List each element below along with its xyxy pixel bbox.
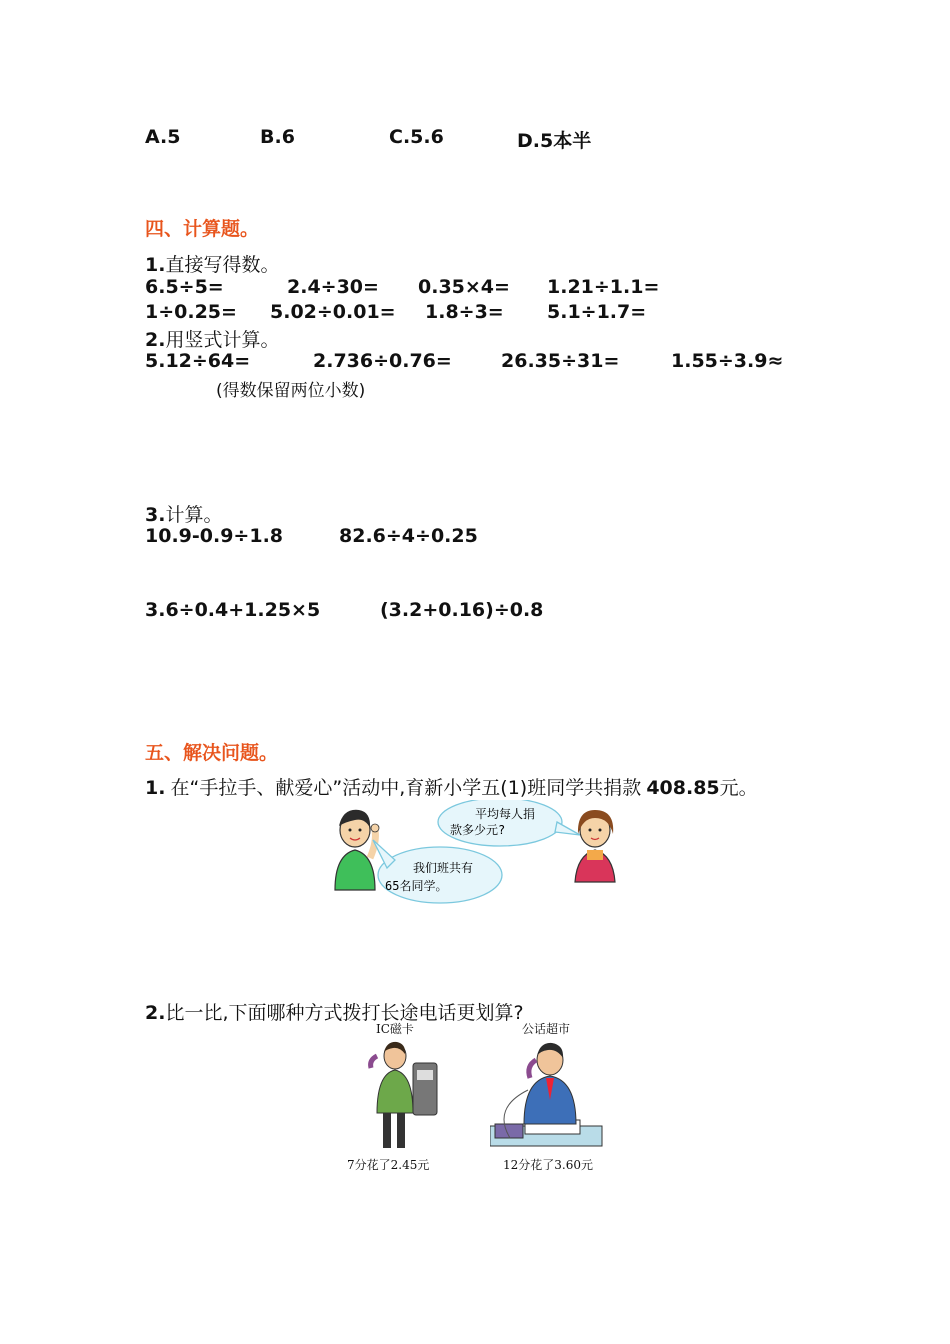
left-pic-caption: 7分花了2.45元 [347, 1158, 430, 1172]
p1-statement [145, 773, 758, 800]
boy-figure [335, 810, 379, 890]
q1-r1-c3: 0.35×4= [418, 276, 510, 298]
q3-text: 计算。 [165, 504, 223, 526]
boy-bubble-line1: 我们班共有 [413, 861, 474, 875]
q2-note: (得数保留两位小数) [216, 381, 366, 401]
q3-r2-c1: 3.6÷0.4+1.25×5 [145, 599, 321, 621]
girl-speech-bubble [438, 800, 580, 846]
q1-r2-c1: 1÷0.25= [145, 301, 237, 323]
p1-text-b: 班同学共捐款 [527, 777, 642, 799]
girl-bubble-line1: 平均每人捐 [475, 807, 536, 821]
p1-illustration [325, 800, 625, 910]
q1-r1-c4: 1.21÷1.1= [547, 276, 660, 298]
girl-bubble-line2: 款多少元? [450, 823, 506, 837]
q2-text: 用竖式计算。 [165, 329, 280, 351]
q2-c4: 1.55÷3.9≈ [671, 350, 784, 372]
p1-number: 1. [145, 777, 166, 799]
girl-figure [575, 810, 615, 882]
q3-r1-c2: 82.6÷4÷0.25 [339, 525, 478, 547]
p2-text: 比一比,下面哪种方式拨打长途电话更划算? [165, 1002, 524, 1024]
q2-c1: 5.12÷64= [145, 350, 251, 372]
boy-speech-bubble [373, 840, 502, 903]
q3-title [145, 500, 222, 527]
q1-text: 直接写得数。 [165, 254, 280, 276]
q1-r2-c4: 5.1÷1.7= [547, 301, 647, 323]
option-c: C.5.6 [389, 126, 444, 148]
option-b: B.6 [260, 126, 295, 148]
q2-c2: 2.736÷0.76= [313, 350, 452, 372]
p2-number: 2. [145, 1002, 166, 1024]
section-5-heading: 五、解决问题。 [145, 742, 279, 764]
left-pic-title: IC磁卡 [376, 1022, 414, 1036]
p1-text-a: 在“手拉手、献爱心”活动中,育新小学五 [170, 777, 501, 799]
q1-r2-c3: 1.8÷3= [425, 301, 504, 323]
q2-number: 2. [145, 329, 166, 351]
p1-text-c: 元。 [719, 777, 758, 799]
boy-bubble-line2: 65名同学。 [385, 879, 448, 893]
q3-number: 3. [145, 504, 166, 526]
p1-class-num: (1) [500, 777, 528, 799]
q1-r1-c1: 6.5÷5= [145, 276, 224, 298]
q2-title [145, 325, 279, 352]
option-d: D.5本半 [517, 130, 592, 152]
phone-shop-illustration [490, 1038, 605, 1150]
q1-r1-c2: 2.4÷30= [287, 276, 379, 298]
p2-statement [145, 998, 524, 1025]
right-pic-title: 公话超市 [522, 1022, 571, 1036]
ic-card-phone-illustration [355, 1038, 445, 1150]
p1-amount: 408.85 [646, 777, 720, 799]
q1-number: 1. [145, 254, 166, 276]
q3-r2-c2: (3.2+0.16)÷0.8 [380, 599, 544, 621]
q2-c3: 26.35÷31= [501, 350, 620, 372]
section-4-heading: 四、计算题。 [145, 218, 260, 240]
q3-r1-c1: 10.9-0.9÷1.8 [145, 525, 284, 547]
q1-r2-c2: 5.02÷0.01= [270, 301, 396, 323]
q1-title [145, 250, 279, 277]
right-pic-caption: 12分花了3.60元 [503, 1158, 593, 1172]
option-a: A.5 [145, 126, 181, 148]
